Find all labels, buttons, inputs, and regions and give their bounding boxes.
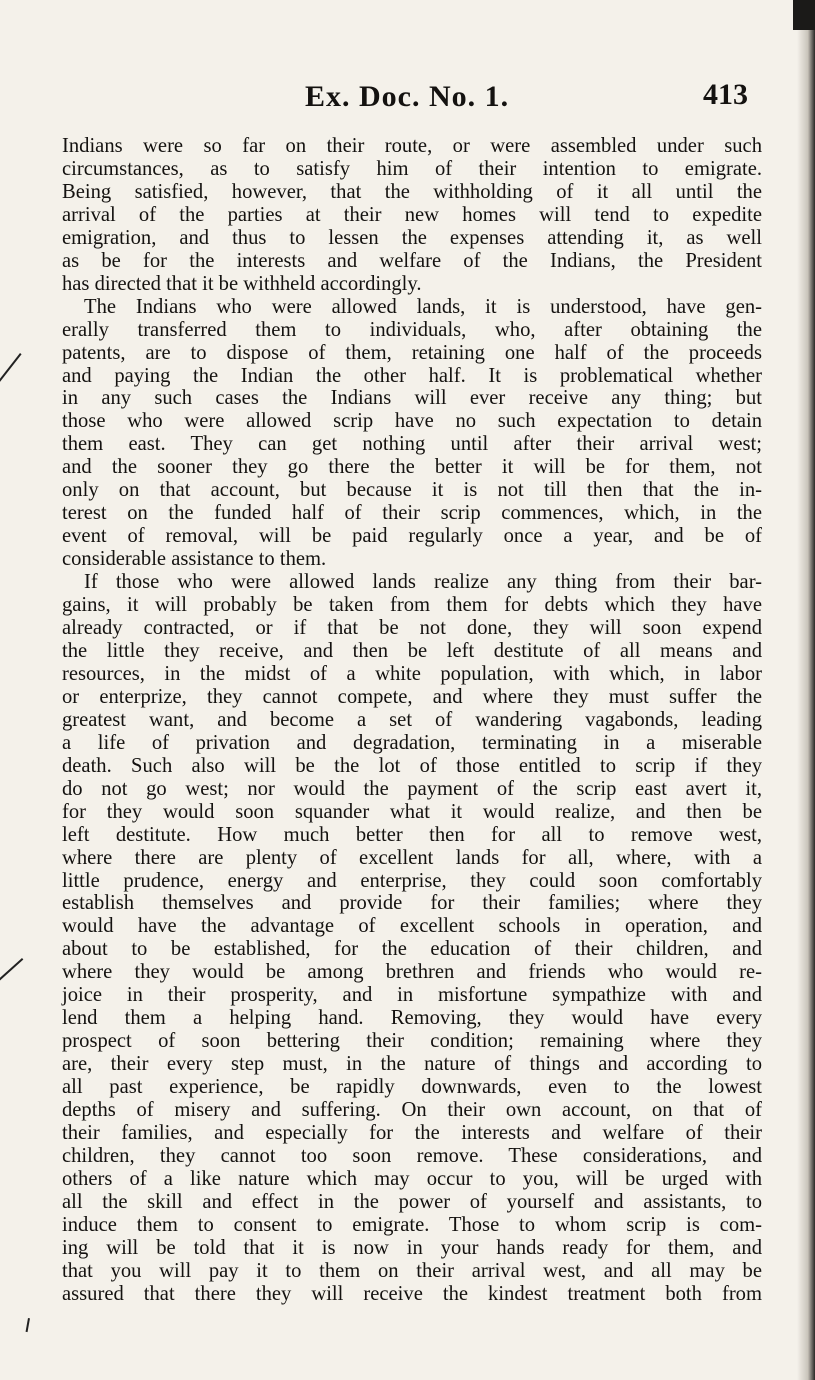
text-line: joice in their prosperity, and in misfortune sympathize with and: [62, 984, 762, 1007]
text-line: circumstances, as to satisfy him of their intention to emigrate.: [62, 157, 762, 180]
text-line: death. Such also will be the lot of those entitled to scrip if they: [62, 754, 762, 777]
page-header: [0, 80, 795, 120]
text-line: where they would be among brethren and friends who would re-: [62, 961, 762, 984]
page-corner-shadow: [793, 0, 815, 30]
text-line: about to be established, for the education of their children, and: [62, 938, 762, 961]
text-line: resources, in the midst of a white population, with which, in labor: [62, 662, 762, 685]
text-line: emigration, and thus to lessen the expenses attending it, as well: [62, 226, 762, 249]
text-line: If those who were allowed lands realize any thing from their bar-: [84, 571, 762, 594]
margin-mark: [0, 353, 21, 390]
text-line: or enterprize, they cannot compete, and where they must suffer the: [62, 685, 762, 708]
text-line: little prudence, energy and enterprise, they could soon comfortably: [62, 869, 762, 892]
text-line: all past experience, be rapidly downwards, even to the lowest: [62, 1076, 762, 1099]
text-line: lend them a helping hand. Removing, they would have every: [62, 1007, 762, 1030]
text-line: others of a like nature which may occur to you, will be urged with: [62, 1167, 762, 1190]
text-line: left destitute. How much better then for all to remove west,: [62, 823, 762, 846]
body-text: [62, 135, 762, 1306]
text-line: establish themselves and provide for their families; where they: [62, 892, 762, 915]
text-line: and paying the Indian the other half. It is problematical whether: [62, 364, 762, 387]
text-line: arrival of the parties at their new homes will tend to expedite: [62, 203, 762, 226]
text-line: terest on the funded half of their scrip commences, which, in the: [62, 502, 762, 525]
text-line: The Indians who were allowed lands, it is understood, have gen-: [84, 295, 762, 318]
page-edge: [797, 0, 815, 1380]
text-line: those who were allowed scrip have no such expectation to detain: [62, 410, 762, 433]
text-line: already contracted, or if that be not done, they will soon expend: [62, 617, 762, 640]
text-line: a life of privation and degradation, terminating in a miserable: [62, 731, 762, 754]
text-line: assured that there they will receive the kindest treatment both from: [62, 1282, 762, 1305]
text-line: the little they receive, and then be left destitute of all means and: [62, 639, 762, 662]
text-line: in any such cases the Indians will ever receive any thing; but: [62, 387, 762, 410]
text-line: Indians were so far on their route, or were assembled under such: [62, 135, 762, 157]
margin-mark: [26, 1318, 30, 1332]
text-line: all the skill and effect in the power of yourself and assistants, to: [62, 1190, 762, 1213]
text-line: them east. They can get nothing until after their arrival west;: [62, 433, 762, 456]
text-line: induce them to consent to emigrate. Those to whom scrip is com-: [62, 1213, 762, 1236]
text-line: patents, are to dispose of them, retaining one half of the proceeds: [62, 341, 762, 364]
text-line: event of removal, will be paid regularly once a year, and be of: [62, 525, 762, 548]
margin-mark: [0, 958, 23, 989]
text-line: has directed that it be withheld accordingly.: [62, 272, 422, 295]
text-line: children, they cannot too soon remove. These considerations, and: [62, 1144, 762, 1167]
text-line: would have the advantage of excellent schools in operation, and: [62, 915, 762, 938]
text-line: are, their every step must, in the nature of things and according to: [62, 1053, 762, 1076]
text-line: where there are plenty of excellent lands for all, where, with a: [62, 846, 762, 869]
text-line: for they would soon squander what it would realize, and then be: [62, 800, 762, 823]
text-line: considerable assistance to them.: [62, 548, 327, 571]
text-line: do not go west; nor would the payment of the scrip east avert it,: [62, 777, 762, 800]
page-number: 413: [703, 78, 748, 111]
text-line: as be for the interests and welfare of the Indians, the President: [62, 249, 762, 272]
text-line: greatest want, and become a set of wandering vagabonds, leading: [62, 708, 762, 731]
running-title: Ex. Doc. No. 1.: [305, 80, 510, 113]
text-line: that you will pay it to them on their arrival west, and all may be: [62, 1259, 762, 1282]
text-line: only on that account, but because it is not till then that the in-: [62, 479, 762, 502]
text-line: erally transferred them to individuals, who, after obtaining the: [62, 318, 762, 341]
text-line: and the sooner they go there the better it will be for them, not: [62, 456, 762, 479]
text-line: prospect of soon bettering their condition; remaining where they: [62, 1030, 762, 1053]
text-line: depths of misery and suffering. On their own account, on that of: [62, 1099, 762, 1122]
text-line: Being satisfied, however, that the withholding of it all until the: [62, 180, 762, 203]
text-line: gains, it will probably be taken from them for debts which they have: [62, 594, 762, 617]
text-line: ing will be told that it is now in your hands ready for them, and: [62, 1236, 762, 1259]
text-line: their families, and especially for the interests and welfare of their: [62, 1121, 762, 1144]
